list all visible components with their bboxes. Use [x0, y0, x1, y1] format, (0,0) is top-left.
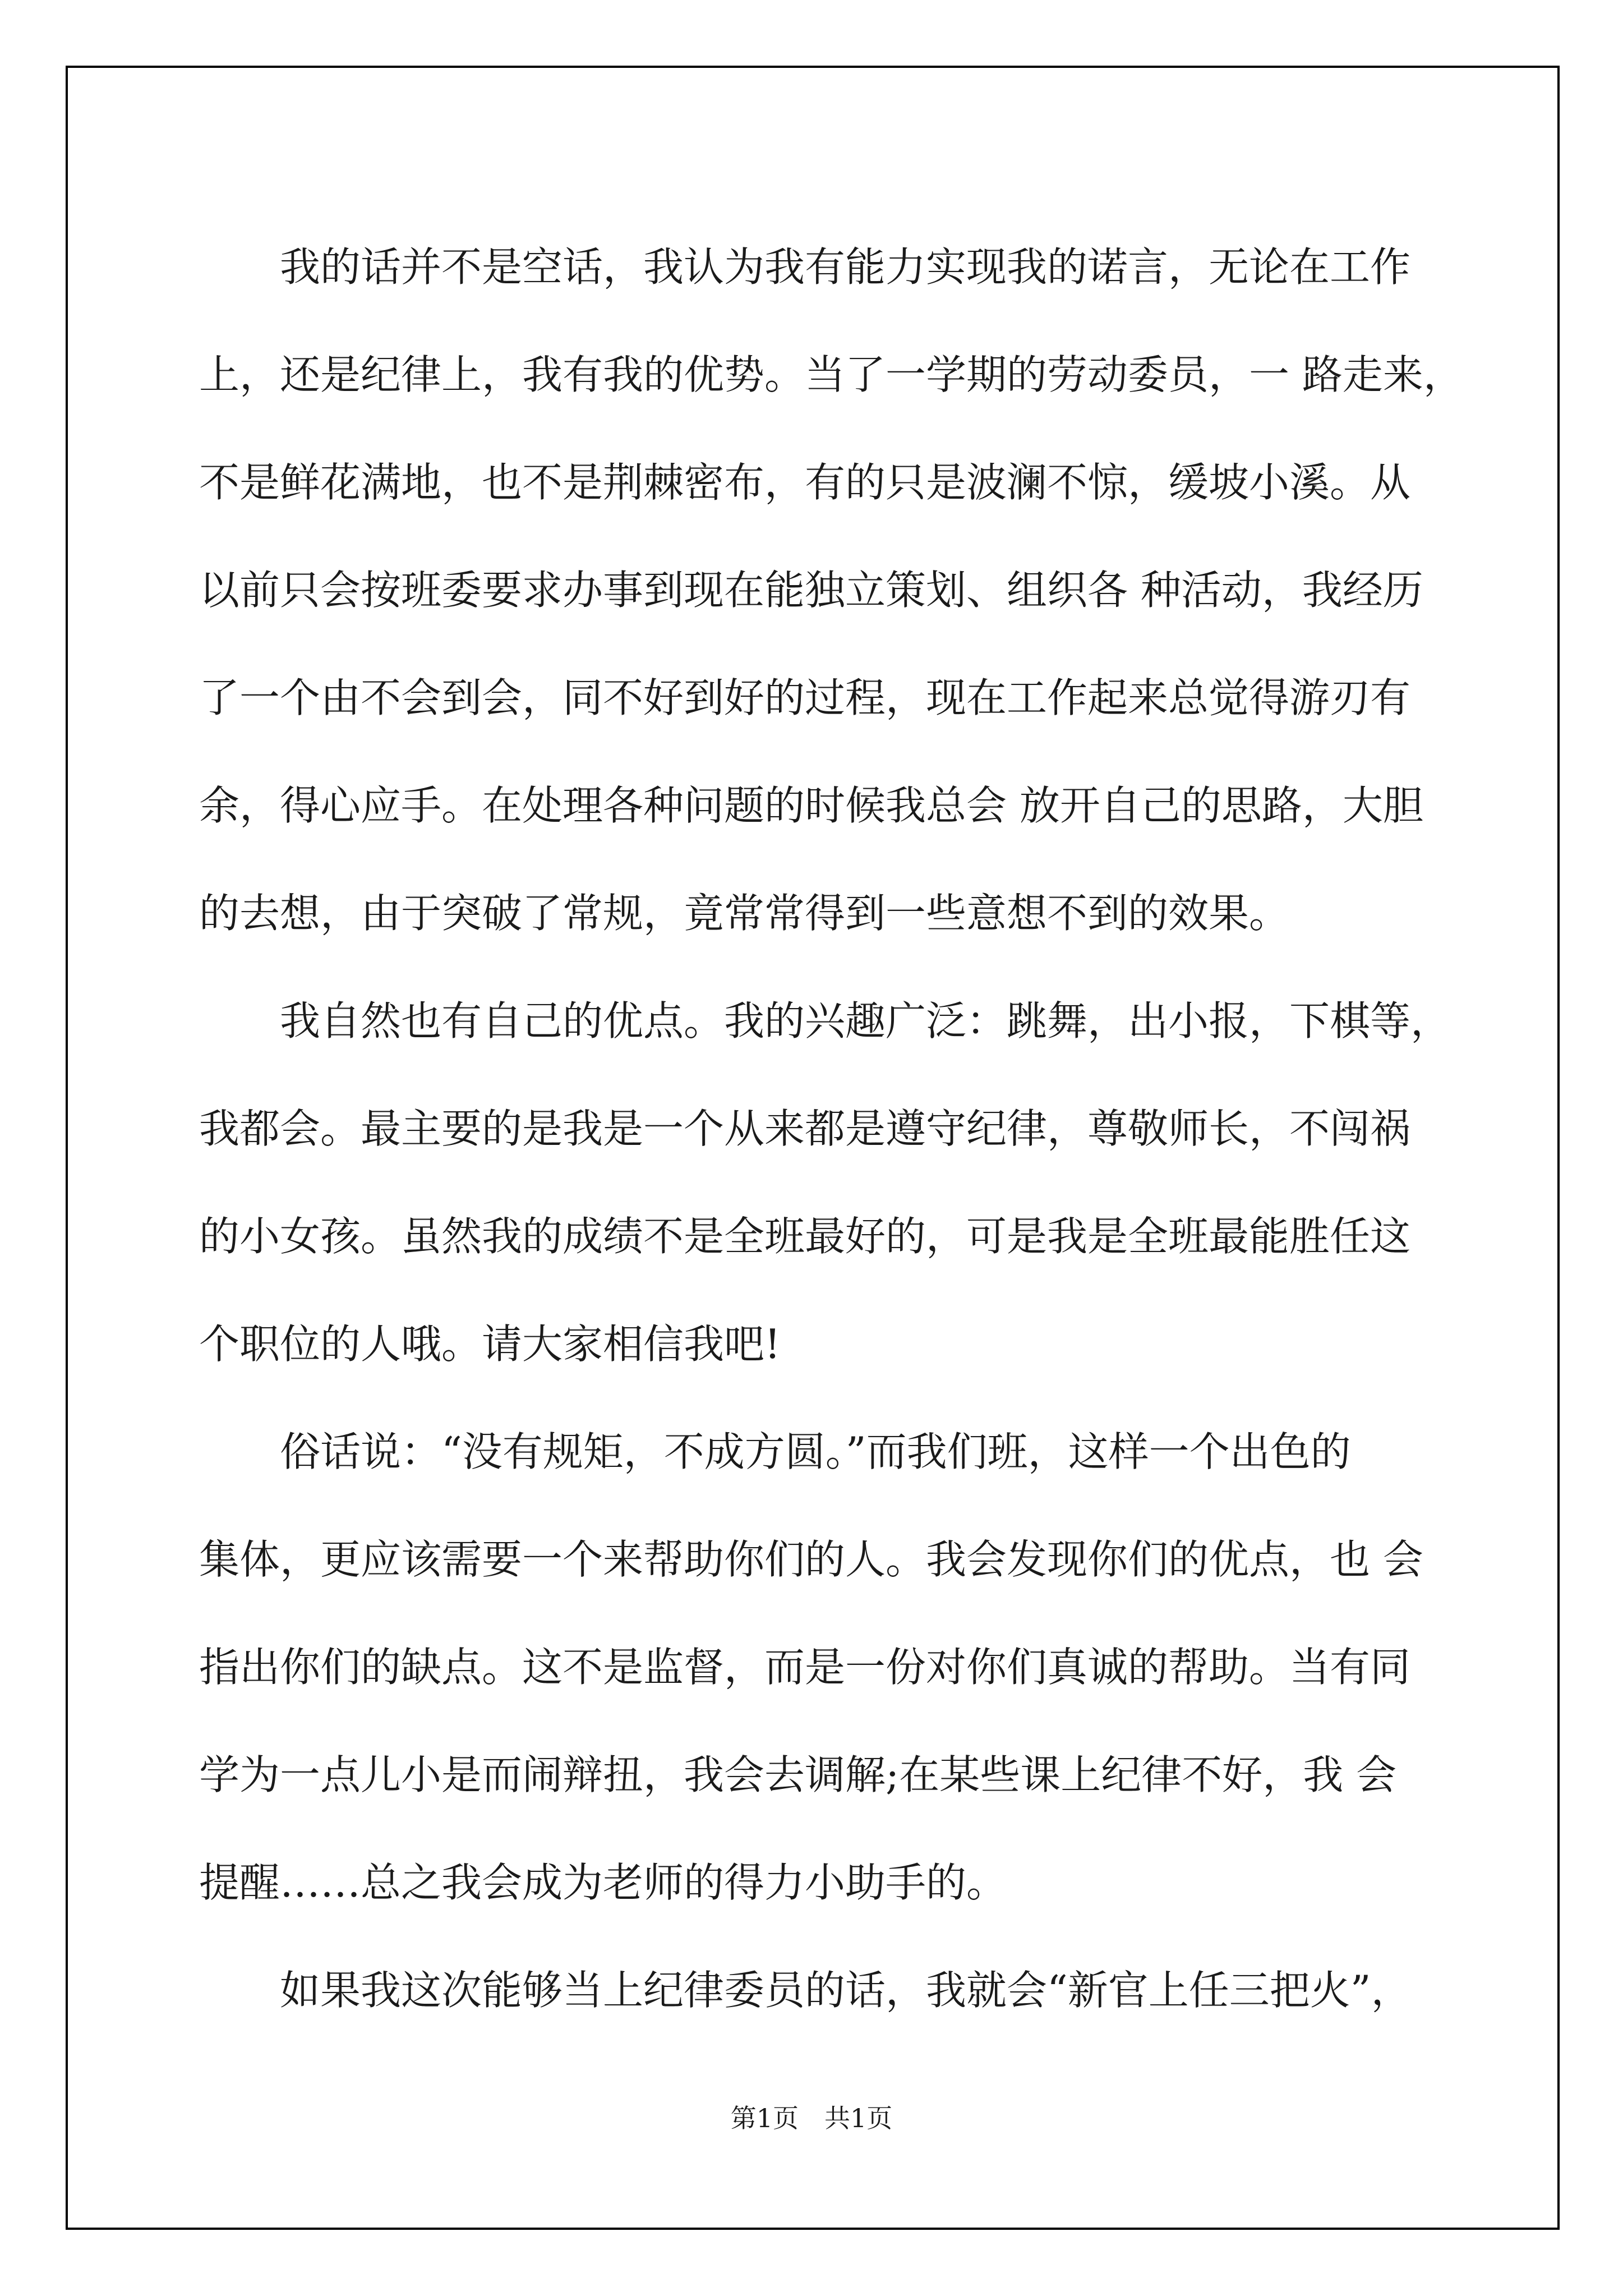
text-line: 提醒……总之我会成为老师的得力小助手的。 — [199, 1859, 1007, 1906]
text-line: 指出你们的缺点。这不是监督，而是一份对你们真诚的帮助。当有同 — [199, 1644, 1411, 1691]
text-line: 不是鲜花满地，也不是荆棘密布，有的只是波澜不惊，缓坡小溪。从 — [199, 459, 1411, 506]
text-line: 学为一点儿小是而闹辩扭，我会去调解;在某些课上纪律不好，我 会 — [199, 1751, 1397, 1798]
text-line: 以前只会按班委要求办事到现在能独立策划、组织各 种活动，我经历 — [199, 567, 1423, 614]
text-line: 上，还是纪律上，我有我的优势。当了一学期的劳动委员，一 路走来， — [199, 351, 1464, 398]
text-line: 个职位的人哦。请大家相信我吧! — [199, 1320, 781, 1368]
document-body — [199, 213, 1464, 2044]
text-line: 集体，更应该需要一个来帮助你们的人。我会发现你们的优点，也 会 — [199, 1536, 1423, 1583]
text-line: 我都会。最主要的是我是一个从来都是遵守纪律，尊敬师长，不闯祸 — [199, 1105, 1411, 1152]
page-number-footer: 第1页 共1页 — [730, 2103, 893, 2133]
text-line: 余，得心应手。在处理各种问题的时候我总会 放开自己的思路，大胆 — [199, 782, 1423, 829]
text-line: 俗话说：“没有规矩，不成方圆。”而我们班，这样一个出色的 — [199, 1428, 1351, 1475]
text-line: 了一个由不会到会，同不好到好的过程，现在工作起来总觉得游刃有 — [199, 674, 1411, 721]
text-line: 我的话并不是空话，我认为我有能力实现我的诺言，无论在工作 — [199, 243, 1411, 291]
text-line: 如果我这次能够当上纪律委员的话，我就会“新官上任三把火”， — [199, 1967, 1412, 2014]
text-line: 我自然也有自己的优点。我的兴趣广泛：跳舞，出小报，下棋等， — [199, 997, 1451, 1045]
text-line: 的去想，由于突破了常规，竟常常得到一些意想不到的效果。 — [199, 890, 1290, 937]
text-line: 的小女孩。虽然我的成绩不是全班最好的，可是我是全班最能胜任这 — [199, 1213, 1411, 1260]
